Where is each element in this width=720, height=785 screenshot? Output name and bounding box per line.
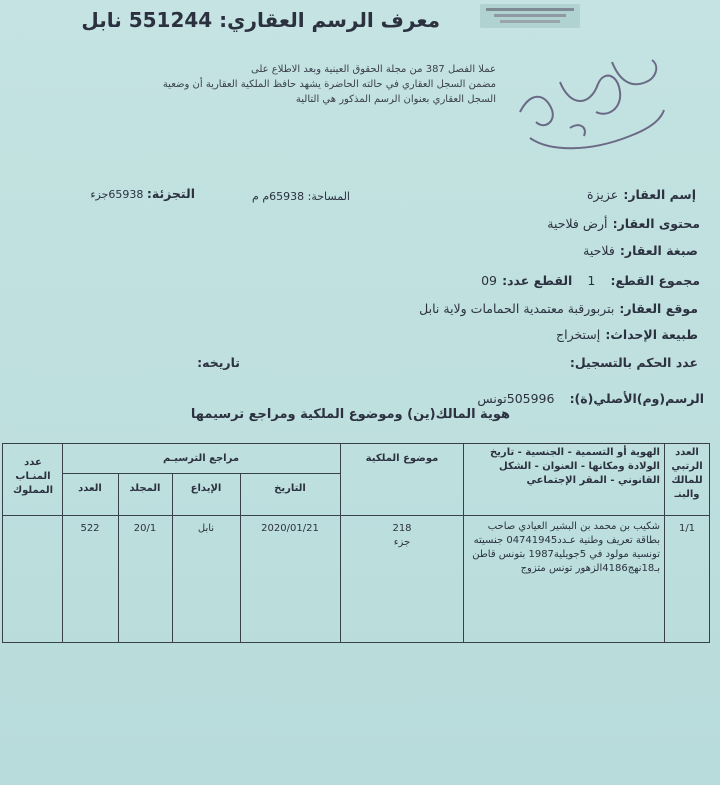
col-divider-date (240, 473, 241, 643)
ministry-logo (480, 4, 580, 28)
row-ref-deposit: نابل (197, 523, 215, 534)
original-title-label: الرسم(وم)الأصلي(ة): (569, 391, 704, 406)
row-subject-value: 218 (392, 523, 412, 534)
property-content-value: أرض فلاحية (547, 216, 608, 231)
col-divider-number (62, 443, 63, 643)
property-parcel-number-label: القطع عدد: (502, 273, 573, 288)
page-title: معرف الرسم العقاري: 551244 نابل (81, 8, 440, 32)
header-ref-number: العدد (78, 483, 102, 494)
header-identity: الهوية أو التسمية - الجنسية - تاريخ الولادة ومكانها - العنوان - الشكل القانوني - المقر الإجتماعي (489, 447, 660, 486)
property-creation-row (556, 324, 698, 343)
property-parcel-number-value: 09 (481, 273, 497, 288)
property-subdivision-label: التجزئة: (146, 186, 195, 201)
preamble-line-3: السجل العقاري بعنوان الرسم المذكور هي التالية (295, 94, 496, 105)
property-subdivision-value: 65938جزء (90, 188, 144, 201)
table-border-bottom (2, 642, 710, 643)
judgment-number-row (570, 352, 698, 371)
property-area-label: المساحة: (307, 190, 350, 203)
property-nature-label: صبغة العقار: (619, 243, 698, 258)
header-serial: العدد الرتبي للمالك والبنـ (671, 447, 703, 500)
property-subdivision-row (90, 186, 195, 201)
header-ref-date: التاريخ (274, 483, 306, 494)
col-divider-identity (463, 443, 464, 643)
property-name-label: إسم العقار: (623, 187, 696, 202)
property-location-row (419, 298, 698, 317)
handwritten-signature (500, 52, 670, 162)
header-ref-volume: المجلد (129, 483, 161, 494)
property-location-value: بتربورقبة معتمدية الحمامات ولاية نابل (419, 301, 615, 316)
table-border-right (709, 443, 710, 643)
col-divider-volume (118, 473, 119, 643)
judgment-date-row (197, 352, 240, 371)
col-divider-deposit (172, 473, 173, 643)
refs-subheader-divider (62, 473, 340, 474)
preamble-line-2: مضمن السجل العقاري في حالته الحاضرة يشهد حافظ الملكية العقارية أن وضعية (162, 79, 496, 90)
col-divider-serial (664, 443, 665, 643)
table-header-divider (2, 515, 710, 516)
property-parcels-row (481, 270, 700, 289)
property-nature-row (583, 240, 698, 259)
property-name-value: عزيزة (586, 187, 619, 202)
header-ref-deposit: الإيداع (190, 483, 222, 494)
table-border-top (2, 443, 710, 444)
table-border-left (2, 443, 3, 643)
col-divider-subject (340, 443, 341, 643)
property-nature-value: فلاحية (583, 243, 615, 258)
original-title-row (477, 388, 704, 407)
property-area-value: 65938م م (252, 190, 305, 203)
property-name-row (587, 184, 696, 203)
original-title-value: 505996تونس (477, 391, 555, 406)
row-subject-unit: جزء (393, 537, 411, 548)
row-ref-number: 522 (80, 523, 100, 534)
property-content-label: محتوى العقار: (612, 216, 700, 231)
row-subject (343, 522, 461, 550)
header-subject: موضوع الملكية (365, 453, 439, 464)
judgment-number-label: عدد الحكم بالتسجيل: (569, 355, 698, 370)
preamble (0, 62, 496, 107)
row-ref-volume: 20/1 (133, 523, 157, 534)
property-creation-value: إستخراج (556, 327, 601, 342)
property-content-row (547, 213, 700, 232)
property-parcels-value: 1 (587, 273, 596, 288)
row-ref-date: 2020/01/21 (261, 523, 319, 534)
property-area-row (252, 190, 350, 203)
property-parcels-label: مجموع القطع: (610, 273, 700, 288)
row-serial: 1/1 (678, 523, 696, 534)
row-identity: شكيب بن محمد بن البشير العيادي صاحب بطاقة تعريف وطنية عـدد04741945 جنسيته تونسية مولود في 5جويلية1987 بتونس قاطن بـ18نهج4186الزهور تونس متزوج (472, 521, 660, 574)
header-lots: عدد المنـاب المملوك (12, 457, 54, 496)
judgment-date-label: تاريخه: (197, 355, 240, 370)
preamble-line-1: عملا الفصل 387 من مجلة الحقوق العينية وبعد الاطلاع على (251, 64, 496, 75)
property-location-label: موقع العقار: (619, 301, 698, 316)
header-refs-group: مراجع الترسيـم (162, 453, 240, 464)
property-creation-label: طبيعة الإحداث: (605, 327, 698, 342)
owners-section-title: هوية المالك(ين) وموضوع الملكية ومراجع ترسيمها (190, 407, 510, 422)
